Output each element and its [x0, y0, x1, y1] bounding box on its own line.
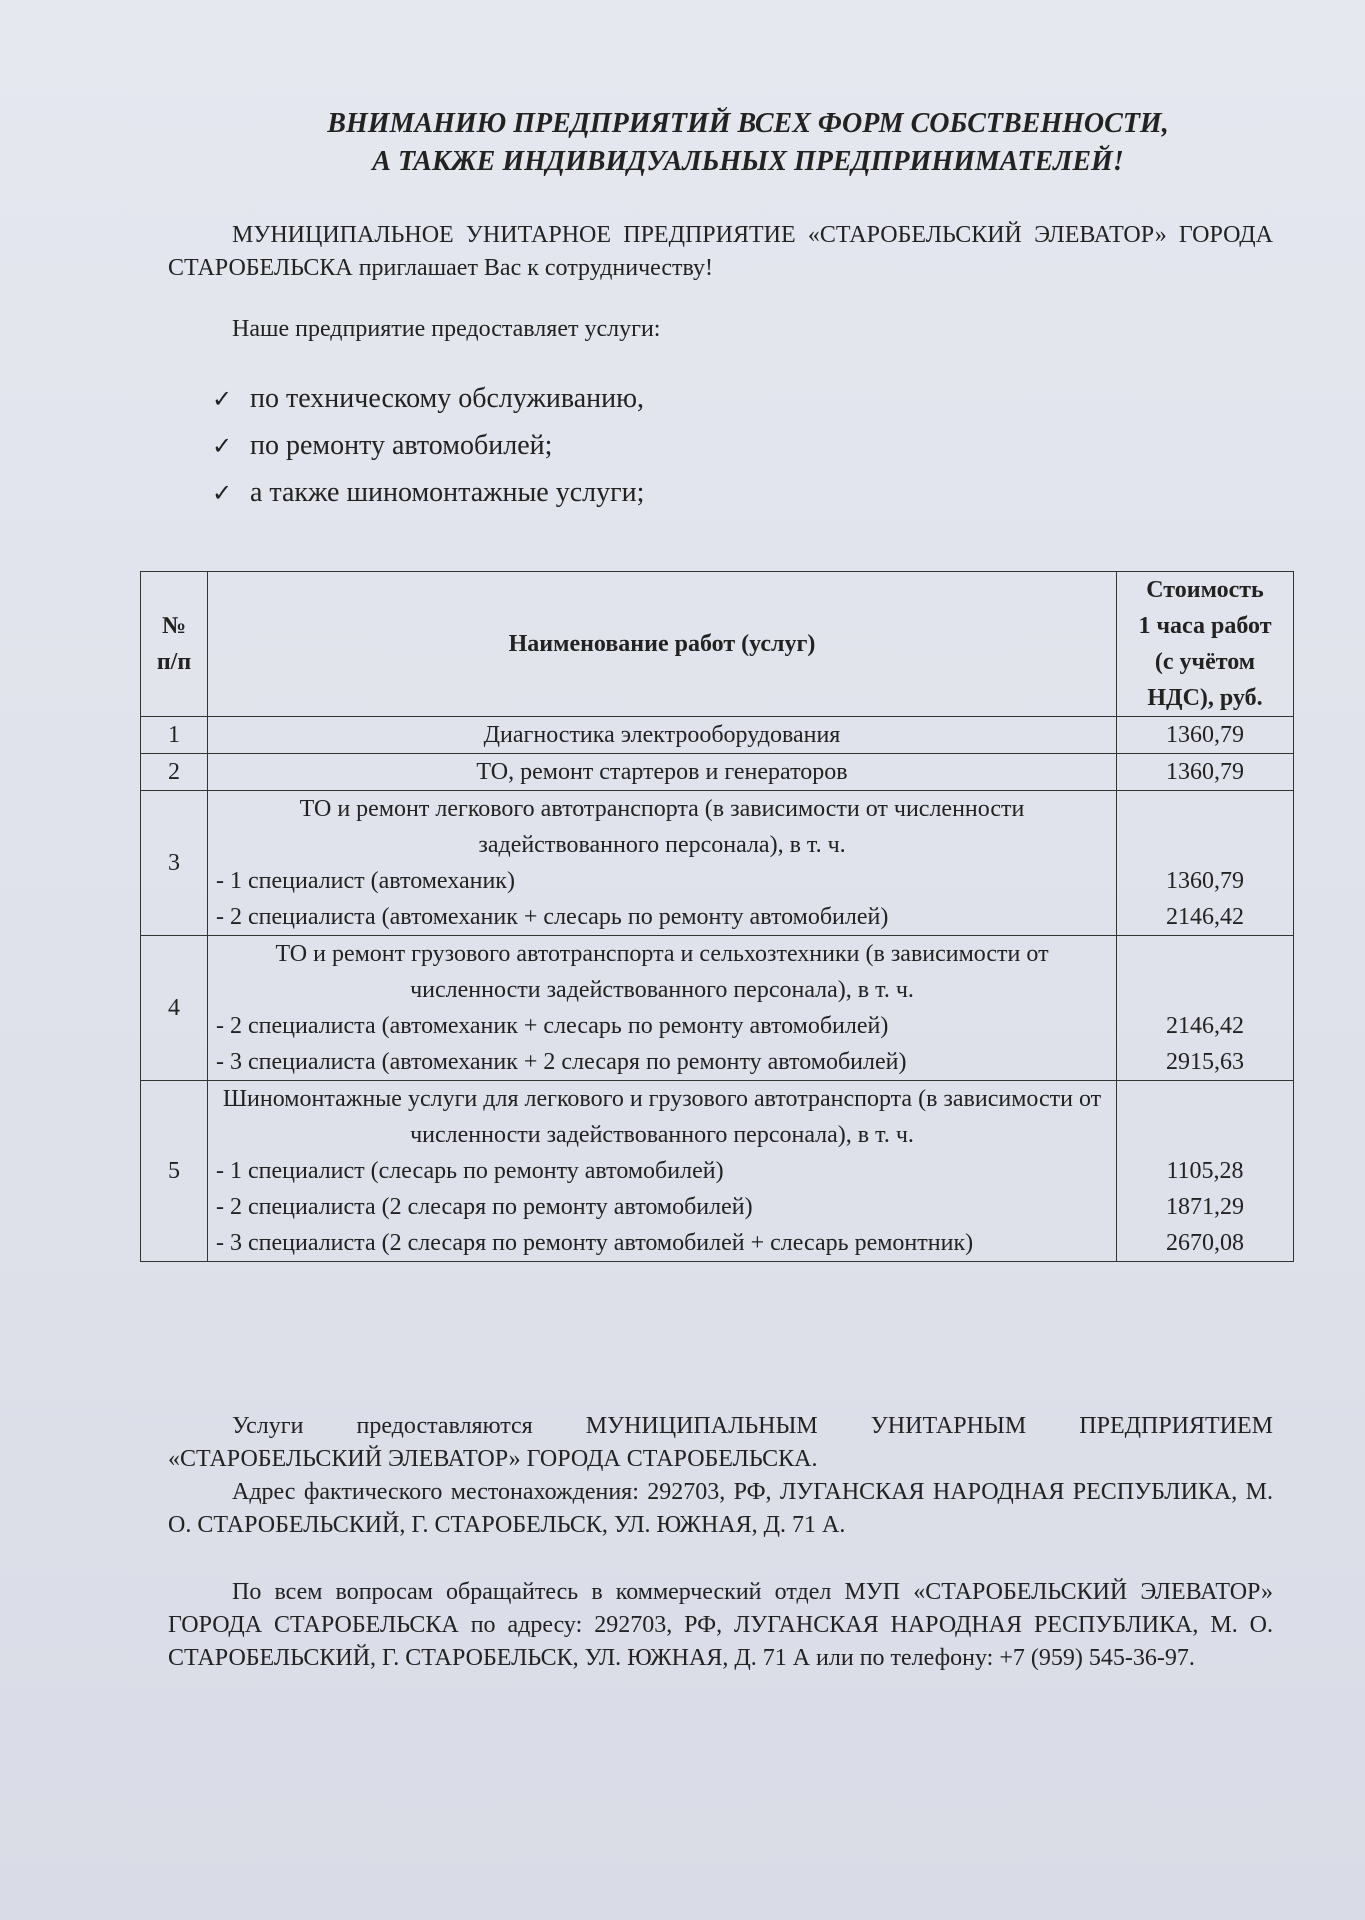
intro-paragraph: МУНИЦИПАЛЬНОЕ УНИТАРНОЕ ПРЕДПРИЯТИЕ «СТАРОБЕЛЬСКИЙ ЭЛЕВАТОР» ГОРОДА СТАРОБЕЛЬСКА приглашает Вас к сотрудничеству! — [168, 222, 1273, 281]
row-description: Диагностика электрооборудования — [208, 717, 1117, 754]
service-text: по техническому обслуживанию, — [250, 383, 645, 414]
row-description-main: ТО и ремонт легкового автотранспорта (в зависимости от численности задействованного персонала), в т. ч. — [299, 796, 1025, 858]
address-paragraph: Адрес фактического местонахождения: 292703, РФ, ЛУГАНСКАЯ НАРОДНАЯ РЕСПУБЛИКА, М. О. СТАРОБЕЛЬСКИЙ, Г. СТАРОБЕЛЬСК, УЛ. ЮЖНАЯ, Д. 71 А. — [168, 1479, 1273, 1538]
row-sub-item: - 2 специалиста (автомеханик + слесарь по ремонту автомобилей) — [216, 1013, 889, 1039]
row-price: 1360,79 — [1117, 717, 1294, 754]
heading-line-1: ВНИМАНИЮ ПРЕДПРИЯТИЙ ВСЕХ ФОРМ СОБСТВЕННОСТИ, — [327, 108, 1169, 139]
row-sub-item: - 1 специалист (автомеханик) — [216, 868, 515, 894]
row-number: 1 — [141, 717, 208, 754]
row-number: 2 — [141, 754, 208, 791]
table-header-row — [141, 572, 1294, 717]
sub-price: 1360,79 — [1166, 868, 1244, 894]
sub-price: 2146,42 — [1166, 904, 1244, 930]
sub-price: 2670,08 — [1166, 1230, 1244, 1256]
sub-price: 2146,42 — [1166, 1013, 1244, 1039]
document-footer — [168, 1410, 1273, 1675]
row-price — [1117, 1081, 1294, 1262]
row-number: 4 — [141, 936, 208, 1081]
row-description: ТО, ремонт стартеров и генераторов — [208, 754, 1117, 791]
heading-line-2: А ТАКЖЕ ИНДИВИДУАЛЬНЫХ ПРЕДПРИНИМАТЕЛЕЙ! — [372, 146, 1124, 177]
row-description — [208, 1081, 1117, 1262]
row-price — [1117, 791, 1294, 936]
table-row — [141, 717, 1294, 754]
row-sub-item: - 2 специалиста (автомеханик + слесарь по ремонту автомобилей) — [216, 904, 889, 930]
row-sub-item: - 1 специалист (слесарь по ремонту автомобилей) — [216, 1158, 724, 1184]
service-text: а также шиномонтажные услуги; — [250, 477, 645, 508]
list-item — [212, 376, 1273, 423]
row-description — [208, 936, 1117, 1081]
row-price — [1117, 936, 1294, 1081]
price-table — [140, 571, 1294, 1262]
table-row — [141, 1081, 1294, 1262]
row-description-main: ТО и ремонт грузового автотранспорта и сельхозтехники (в зависимости от численности задействованного персонала), в т. ч. — [275, 941, 1049, 1003]
service-text: по ремонту автомобилей; — [250, 430, 553, 461]
contact-paragraph: По всем вопросам обращайтесь в коммерческий отдел МУП «СТАРОБЕЛЬСКИЙ ЭЛЕВАТОР» ГОРОДА СТАРОБЕЛЬСКА по адресу: 292703, РФ, ЛУГАНСКАЯ НАРОДНАЯ РЕСПУБЛИКА, М. О. СТАРОБЕЛЬСКИЙ, Г. СТАРОБЕЛЬСК, УЛ. ЮЖНАЯ, Д. 71 А или по телефону: +7 (959) 545-36-97. — [168, 1579, 1273, 1671]
provider-paragraph: Услуги предоставляются МУНИЦИПАЛЬНЫМ УНИТАРНЫМ ПРЕДПРИЯТИЕМ «СТАРОБЕЛЬСКИЙ ЭЛЕВАТОР» ГОРОДА СТАРОБЕЛЬСКА. — [168, 1413, 1273, 1472]
table-row — [141, 936, 1294, 1081]
checkmark-icon: ✓ — [212, 387, 233, 413]
checkmark-icon: ✓ — [212, 434, 233, 460]
table-row — [141, 754, 1294, 791]
row-number: 5 — [141, 1081, 208, 1262]
document-content — [156, 105, 1273, 1671]
offer-paragraph: Наше предприятие предоставляет услуги: — [232, 316, 661, 342]
header-price: Стоимость 1 часа работ (с учётом НДС), руб. — [1117, 572, 1294, 717]
services-list — [212, 376, 1273, 517]
header-name: Наименование работ (услуг) — [208, 572, 1117, 717]
sub-price: 2915,63 — [1166, 1049, 1244, 1075]
row-sub-item: - 3 специалиста (2 слесаря по ремонту автомобилей + слесарь ремонтник) — [216, 1230, 974, 1256]
row-sub-item: - 2 специалиста (2 слесаря по ремонту автомобилей) — [216, 1194, 753, 1220]
sub-price: 1871,29 — [1166, 1194, 1244, 1220]
document-heading — [228, 105, 1268, 181]
row-number: 3 — [141, 791, 208, 936]
table-row — [141, 791, 1294, 936]
header-number: № п/п — [141, 572, 208, 717]
list-item — [212, 470, 1273, 517]
row-price: 1360,79 — [1117, 754, 1294, 791]
sub-price: 1105,28 — [1166, 1158, 1244, 1184]
checkmark-icon: ✓ — [212, 481, 233, 507]
list-item — [212, 423, 1273, 470]
row-description — [208, 791, 1117, 936]
row-description-main: Шиномонтажные услуги для легкового и грузового автотранспорта (в зависимости от численности задействованного персонала), в т. ч. — [222, 1086, 1102, 1148]
row-sub-item: - 3 специалиста (автомеханик + 2 слесаря по ремонту автомобилей) — [216, 1049, 907, 1075]
